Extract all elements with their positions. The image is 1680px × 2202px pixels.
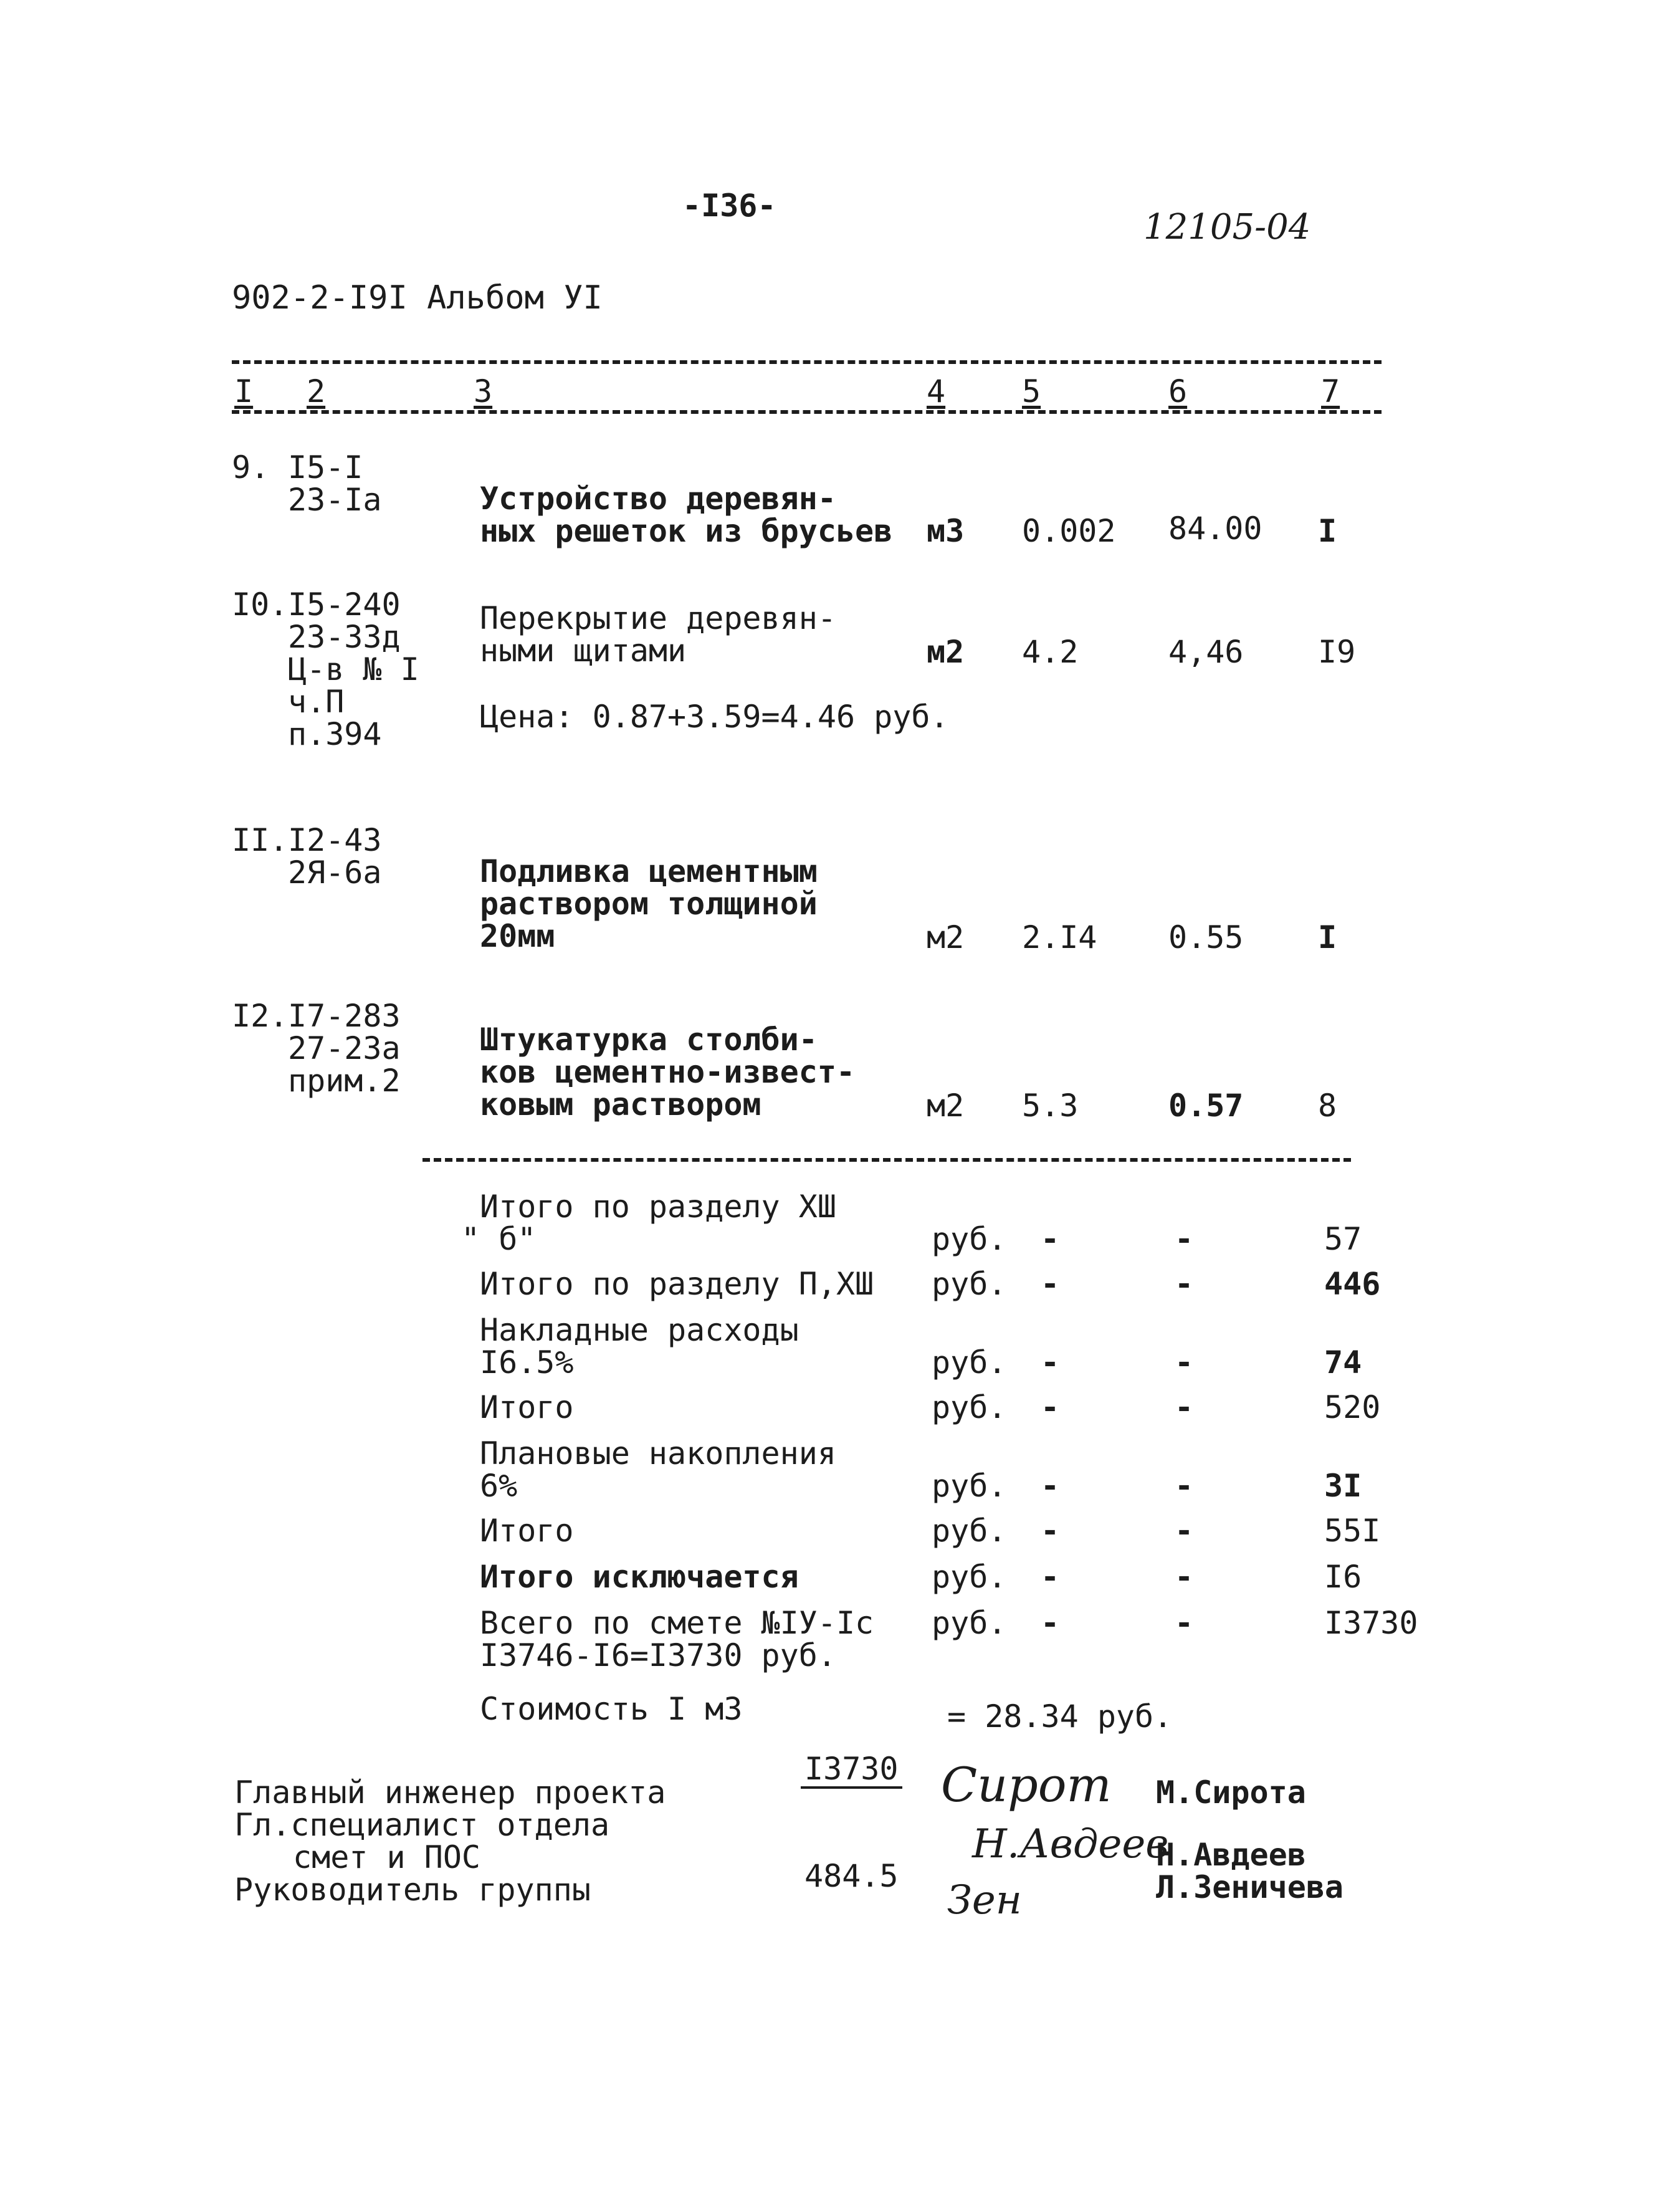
summary-total: I3730 (1324, 1605, 1418, 1641)
role-specialist-dept: смет и ПОС (293, 1839, 481, 1875)
row-ref: 27-23а (288, 1030, 401, 1066)
row-description: Подливка цементным (480, 853, 818, 889)
row-number: I2. (232, 998, 289, 1034)
row-unit: м2 (927, 919, 965, 955)
summary-total: 57 (1324, 1221, 1362, 1257)
summary-total: I6 (1324, 1559, 1362, 1595)
row-unit: м2 (927, 634, 965, 670)
summary-dash: - (1041, 1266, 1060, 1302)
summary-unit: руб. (932, 1513, 1007, 1549)
summary-dash: - (1175, 1389, 1194, 1425)
signature-sirota: Сирот (941, 1757, 1112, 1812)
cost-denominator: 484.5 (804, 1858, 899, 1894)
row-description: Устройство деревян- (480, 481, 836, 517)
row-ref: ч.П (288, 684, 345, 720)
summary-label: Плановые накопления (480, 1435, 836, 1472)
summary-unit: руб. (932, 1389, 1007, 1425)
row-price: 84.00 (1168, 510, 1262, 547)
row-total: I (1318, 513, 1337, 549)
row-ref: I2-43 (288, 822, 382, 858)
row-total: I9 (1318, 634, 1356, 670)
summary-dash: - (1041, 1605, 1060, 1641)
row-ref: прим.2 (288, 1063, 401, 1099)
row-ref: Ц-в № I (288, 651, 419, 687)
summary-label: I3746-I6=I3730 руб. (480, 1637, 836, 1673)
role-chief-engineer: Главный инженер проекта (234, 1774, 666, 1811)
signature-zenicheva: Зен (947, 1877, 1022, 1923)
row-description: раствором толщиной (480, 886, 818, 922)
row-price: 0.55 (1168, 919, 1244, 955)
summary-dash: - (1041, 1221, 1060, 1257)
summary-dash: - (1175, 1605, 1194, 1641)
summary-dash: - (1041, 1513, 1060, 1549)
row-price: 0.57 (1168, 1088, 1244, 1124)
summary-dash: - (1175, 1468, 1194, 1504)
summary-label: " б" (461, 1221, 537, 1257)
row-total: 8 (1318, 1088, 1337, 1124)
summary-label: Всего по смете №IУ-Iс (480, 1605, 874, 1641)
document-code: 902-2-I9I Альбом УI (232, 279, 603, 317)
name-zenicheva: Л.Зеничева (1156, 1869, 1344, 1905)
summary-label: 6% (480, 1468, 518, 1504)
summary-unit: руб. (932, 1468, 1007, 1504)
summary-dash: - (1041, 1344, 1060, 1381)
summary-label: Итого исключается (480, 1559, 799, 1595)
summary-unit: руб. (932, 1221, 1007, 1257)
row-description: ков цементно-извест- (480, 1054, 856, 1090)
name-sirota: М.Сирота (1156, 1774, 1306, 1811)
row-description: Штукатурка столби- (480, 1022, 818, 1058)
summary-dash: - (1041, 1389, 1060, 1425)
col-header-6: 6 (1168, 373, 1188, 409)
summary-total: 3I (1324, 1468, 1362, 1504)
row-quantity: 5.3 (1022, 1088, 1079, 1124)
row-ref: I5-I (288, 449, 363, 486)
row-quantity: 4.2 (1022, 634, 1079, 670)
col-header-1: I (234, 373, 254, 409)
summary-label: Итого (480, 1513, 574, 1549)
summary-total: 55I (1324, 1513, 1381, 1549)
row-description: 20мм (480, 918, 555, 954)
col-header-7: 7 (1321, 373, 1340, 409)
summary-unit: руб. (932, 1266, 1007, 1302)
row-ref: I5-240 (288, 586, 401, 623)
signature-avdeev: Н.Авдеев (972, 1821, 1169, 1867)
page-number: -I36- (682, 188, 776, 224)
summary-label: I6.5% (480, 1344, 574, 1381)
summary-dash: - (1041, 1468, 1060, 1504)
summary-dash: - (1175, 1221, 1194, 1257)
summary-label: Накладные расходы (480, 1312, 799, 1348)
name-avdeev: Н.Авдеев (1156, 1837, 1306, 1873)
row-price-note: Цена: 0.87+3.59=4.46 руб. (480, 699, 949, 735)
col-header-5: 5 (1022, 373, 1041, 409)
summary-total: 520 (1324, 1389, 1381, 1425)
summary-unit: руб. (932, 1344, 1007, 1381)
row-ref: п.394 (288, 716, 382, 752)
summary-rule (422, 1158, 1351, 1162)
row-ref: 23-Ia (288, 482, 382, 518)
cost-result: = 28.34 руб. (947, 1698, 1173, 1735)
col-header-2: 2 (307, 373, 326, 409)
summary-label: Итого (480, 1389, 574, 1425)
row-ref: 23-33д (288, 619, 401, 655)
summary-dash: - (1175, 1344, 1194, 1381)
row-description: Перекрытие деревян- (480, 600, 836, 636)
row-number: II. (232, 822, 289, 858)
row-number: I0. (232, 586, 289, 623)
summary-unit: руб. (932, 1559, 1007, 1595)
summary-dash: - (1175, 1513, 1194, 1549)
summary-label: Итого по разделу П,ХШ (480, 1266, 874, 1302)
row-description: ковым раствором (480, 1086, 761, 1123)
cost-numerator: I3730 (801, 1751, 902, 1789)
row-number: 9. (232, 449, 270, 486)
summary-total: 446 (1324, 1266, 1381, 1302)
header-rule-top (232, 360, 1382, 364)
row-ref: 2Я-6а (288, 854, 382, 891)
row-ref: I7-283 (288, 998, 401, 1034)
row-description: ных решеток из брусьев (480, 513, 893, 549)
row-quantity: 0.002 (1022, 513, 1116, 549)
row-description: ными щитами (480, 633, 687, 669)
summary-total: 74 (1324, 1344, 1362, 1381)
archive-stamp: 12105-04 (1143, 207, 1311, 247)
header-rule-bottom (232, 410, 1382, 414)
col-header-4: 4 (927, 373, 946, 409)
summary-dash: - (1175, 1266, 1194, 1302)
role-specialist: Гл.специалист отдела (234, 1807, 610, 1843)
row-total: I (1318, 919, 1337, 955)
col-header-3: 3 (474, 373, 493, 409)
summary-dash: - (1041, 1559, 1060, 1595)
row-unit: м2 (927, 1088, 965, 1124)
summary-unit: руб. (932, 1605, 1007, 1641)
row-price: 4,46 (1168, 634, 1244, 670)
cost-fraction (801, 1682, 902, 1928)
summary-dash: - (1175, 1559, 1194, 1595)
handwritten-signatures (928, 1745, 1169, 1932)
row-quantity: 2.I4 (1022, 919, 1097, 955)
role-group-lead: Руководитель группы (234, 1872, 591, 1908)
summary-label: Итого по разделу ХШ (480, 1189, 836, 1225)
row-unit: м3 (927, 513, 965, 549)
cost-label: Стоимость I м3 (480, 1691, 743, 1727)
